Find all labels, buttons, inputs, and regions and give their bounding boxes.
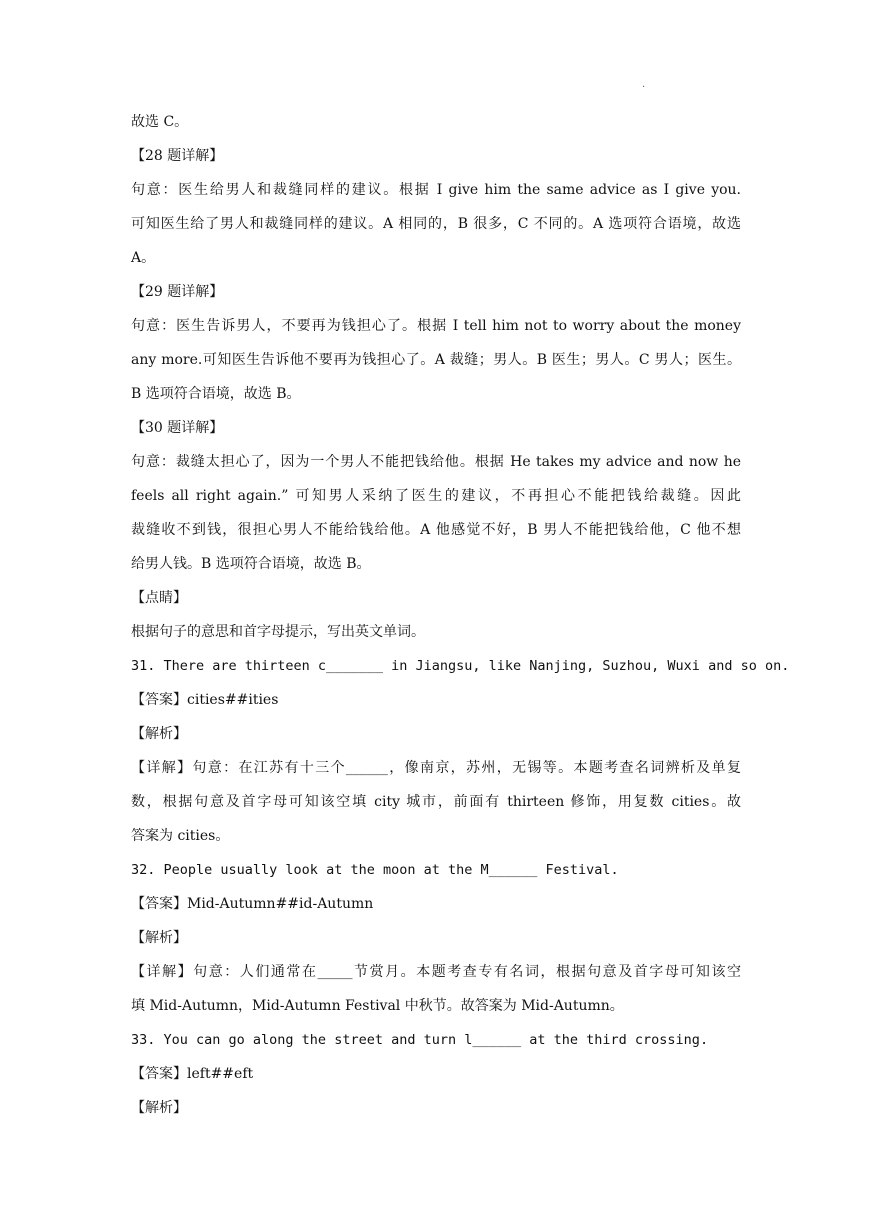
section-heading-28: 【28 题详解】 — [131, 148, 224, 164]
section-heading-30: 【30 题详解】 — [131, 420, 224, 436]
paragraph-line: 【详解】句意：在江苏有十三个______，像南京，苏州，无锡等。本题考查名词辨析及单复 — [131, 760, 741, 776]
paragraph-line: feels all right again.” 可知男人采纳了医生的建议，不再担心不能把钱给裁缝。因此 — [131, 488, 741, 504]
answer-33: 【答案】left##eft — [131, 1066, 254, 1082]
question-33: 33. You can go along the street and turn l______ at the third crossing. — [131, 1032, 709, 1048]
answer-32: 【答案】Mid-Autumn##id-Autumn — [131, 896, 374, 912]
paragraph-line: 句意：裁缝太担心了，因为一个男人不能把钱给他。根据 He takes my advice and now he — [131, 454, 741, 470]
paragraph-line: B 选项符合语境，故选 B。 — [131, 386, 301, 402]
analysis-heading: 【解析】 — [131, 1100, 187, 1116]
section-heading-29: 【29 题详解】 — [131, 284, 224, 300]
paragraph-line: 句意：医生给男人和裁缝同样的建议。根据 I give him the same advice as I give you. — [131, 182, 741, 198]
paragraph-line: any more.可知医生告诉他不要再为钱担心了。A 裁缝；男人。B 医生；男人。C 男人；医生。 — [131, 352, 741, 368]
paragraph-line: 填 Mid-Autumn，Mid-Autumn Festival 中秋节。故答案为 Mid-Autumn。 — [131, 998, 624, 1014]
paragraph-line: A。 — [131, 250, 156, 266]
analysis-heading: 【解析】 — [131, 726, 187, 742]
question-32: 32. People usually look at the moon at the M______ Festival. — [131, 862, 619, 878]
paragraph-line: 答案为 cities。 — [131, 828, 230, 844]
analysis-heading: 【解析】 — [131, 930, 187, 946]
paragraph-line: 【详解】句意：人们通常在_____节赏月。本题考查专有名词，根据句意及首字母可知该空 — [131, 964, 741, 980]
question-31: 31. There are thirteen c_______ in Jiangsu, like Nanjing, Suzhou, Wuxi and so on. — [131, 658, 790, 674]
instruction-line: 根据句子的意思和首字母提示，写出英文单词。 — [131, 624, 425, 640]
paragraph-line: 可知医生给了男人和裁缝同样的建议。A 相同的，B 很多，C 不同的。A 选项符合语境，故选 — [131, 216, 741, 232]
page-marker: . — [642, 79, 646, 90]
answer-31: 【答案】cities##ities — [131, 692, 279, 708]
section-heading-dianjing: 【点睛】 — [131, 590, 187, 606]
paragraph-line: 句意：医生告诉男人，不要再为钱担心了。根据 I tell him not to worry about the money — [131, 318, 741, 334]
paragraph-line: 给男人钱。B 选项符合语境，故选 B。 — [131, 556, 371, 572]
paragraph-line: 数，根据句意及首字母可知该空填 city 城市，前面有 thirteen 修饰，用复数 cities。故 — [131, 794, 741, 810]
answer-line: 故选 C。 — [131, 114, 189, 130]
paragraph-line: 裁缝收不到钱，很担心男人不能给钱给他。A 他感觉不好，B 男人不能把钱给他，C 他不想 — [131, 522, 741, 538]
